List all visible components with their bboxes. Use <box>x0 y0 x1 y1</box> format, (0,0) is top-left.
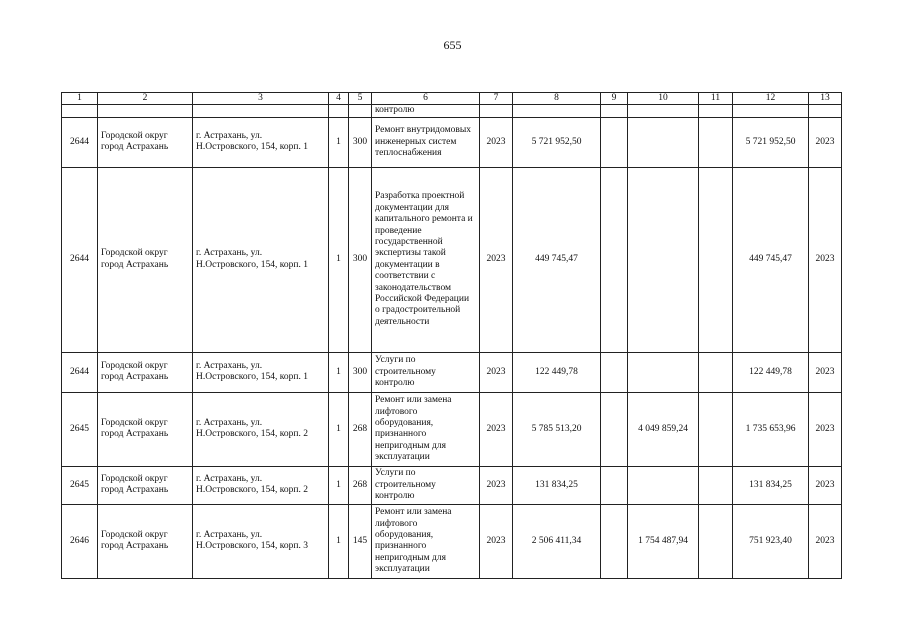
header-row <box>62 93 842 105</box>
table-row <box>62 117 842 167</box>
row-id: 2646 <box>62 504 98 578</box>
fund-cost-cell <box>628 167 699 352</box>
municipality-cell: Городской округ город Астрахань <box>98 352 193 392</box>
col-header: 1 <box>62 93 98 105</box>
col-header: 3 <box>193 93 329 105</box>
municipality-cell: Городской округ город Астрахань <box>98 167 193 352</box>
count-cell: 1 <box>329 504 349 578</box>
col-header: 6 <box>372 93 480 105</box>
col9-cell <box>601 352 628 392</box>
year-cell: 2023 <box>480 352 513 392</box>
col-header: 9 <box>601 93 628 105</box>
total-cost-cell: 5 721 952,50 <box>513 117 601 167</box>
col-header: 7 <box>480 93 513 105</box>
col9-cell <box>601 392 628 466</box>
row-id: 2645 <box>62 466 98 504</box>
work-type-cell: Ремонт или замена лифтового оборудования, признанного непригодным для эксплуатации <box>372 392 480 466</box>
quantity-cell: 145 <box>349 504 372 578</box>
col-header: 11 <box>699 93 733 105</box>
count-cell: 1 <box>329 352 349 392</box>
completion-year-cell: 2023 <box>809 392 842 466</box>
quantity-cell: 268 <box>349 466 372 504</box>
table-row <box>62 167 842 352</box>
work-type-cell: Услуги по строительному контролю <box>372 466 480 504</box>
total-cost-cell: 131 834,25 <box>513 466 601 504</box>
work-type-cell: Разработка проектной документации для капитального ремонта и проведение государственной экспертизы такой документации в соответствии с законодательством Российской Федерации о градостроительной деятельности <box>372 167 480 352</box>
completion-year-cell: 2023 <box>809 167 842 352</box>
continuation-row <box>62 105 842 117</box>
fund-cost-cell <box>628 466 699 504</box>
fund-cost-cell: 1 754 487,94 <box>628 504 699 578</box>
fund-cost-cell <box>628 352 699 392</box>
municipality-cell: Городской округ город Астрахань <box>98 392 193 466</box>
year-cell: 2023 <box>480 504 513 578</box>
page-number: 655 <box>443 38 462 52</box>
table-row <box>62 466 842 504</box>
address-cell: г. Астрахань, ул. Н.Островского, 154, корп. 2 <box>193 466 329 504</box>
total-cost-cell: 449 745,47 <box>513 167 601 352</box>
quantity-cell: 300 <box>349 117 372 167</box>
col-header: 4 <box>329 93 349 105</box>
owner-cost-cell: 122 449,78 <box>733 352 809 392</box>
col11-cell <box>699 466 733 504</box>
total-cost-cell: 2 506 411,34 <box>513 504 601 578</box>
count-cell: 1 <box>329 466 349 504</box>
work-type-cell: Услуги по строительному контролю <box>372 352 480 392</box>
col9-cell <box>601 167 628 352</box>
col-header: 10 <box>628 93 699 105</box>
table-row <box>62 352 842 392</box>
table-row <box>62 392 842 466</box>
work-type-cell: Ремонт внутридомовых инженерных систем теплоснабжения <box>372 117 480 167</box>
col9-cell <box>601 504 628 578</box>
municipality-cell: Городской округ город Астрахань <box>98 117 193 167</box>
completion-year-cell: 2023 <box>809 466 842 504</box>
completion-year-cell: 2023 <box>809 352 842 392</box>
work-type-cell: Ремонт или замена лифтового оборудования, признанного непригодным для эксплуатации <box>372 504 480 578</box>
quantity-cell: 300 <box>349 167 372 352</box>
count-cell: 1 <box>329 392 349 466</box>
count-cell: 1 <box>329 117 349 167</box>
row-id: 2645 <box>62 392 98 466</box>
quantity-cell: 300 <box>349 352 372 392</box>
col-header: 2 <box>98 93 193 105</box>
address-cell: г. Астрахань, ул. Н.Островского, 154, корп. 1 <box>193 117 329 167</box>
owner-cost-cell: 751 923,40 <box>733 504 809 578</box>
address-cell: г. Астрахань, ул. Н.Островского, 154, корп. 2 <box>193 392 329 466</box>
register-table <box>61 92 842 579</box>
owner-cost-cell: 449 745,47 <box>733 167 809 352</box>
year-cell: 2023 <box>480 117 513 167</box>
total-cost-cell: 122 449,78 <box>513 352 601 392</box>
quantity-cell: 268 <box>349 392 372 466</box>
col-header: 13 <box>809 93 842 105</box>
col11-cell <box>699 352 733 392</box>
owner-cost-cell: 131 834,25 <box>733 466 809 504</box>
col11-cell <box>699 504 733 578</box>
fund-cost-cell <box>628 117 699 167</box>
address-cell: г. Астрахань, ул. Н.Островского, 154, корп. 1 <box>193 352 329 392</box>
municipality-cell: Городской округ город Астрахань <box>98 504 193 578</box>
count-cell: 1 <box>329 167 349 352</box>
row-id: 2644 <box>62 117 98 167</box>
address-cell: г. Астрахань, ул. Н.Островского, 154, корп. 3 <box>193 504 329 578</box>
year-cell: 2023 <box>480 466 513 504</box>
col9-cell <box>601 466 628 504</box>
col-header: 12 <box>733 93 809 105</box>
year-cell: 2023 <box>480 392 513 466</box>
col11-cell <box>699 167 733 352</box>
continuation-text: контролю <box>372 105 480 117</box>
municipality-cell: Городской округ город Астрахань <box>98 466 193 504</box>
year-cell: 2023 <box>480 167 513 352</box>
table-row <box>62 504 842 578</box>
col11-cell <box>699 117 733 167</box>
total-cost-cell: 5 785 513,20 <box>513 392 601 466</box>
col-header: 5 <box>349 93 372 105</box>
row-id: 2644 <box>62 167 98 352</box>
col9-cell <box>601 117 628 167</box>
completion-year-cell: 2023 <box>809 117 842 167</box>
completion-year-cell: 2023 <box>809 504 842 578</box>
owner-cost-cell: 1 735 653,96 <box>733 392 809 466</box>
col-header: 8 <box>513 93 601 105</box>
fund-cost-cell: 4 049 859,24 <box>628 392 699 466</box>
owner-cost-cell: 5 721 952,50 <box>733 117 809 167</box>
address-cell: г. Астрахань, ул. Н.Островского, 154, корп. 1 <box>193 167 329 352</box>
col11-cell <box>699 392 733 466</box>
row-id: 2644 <box>62 352 98 392</box>
